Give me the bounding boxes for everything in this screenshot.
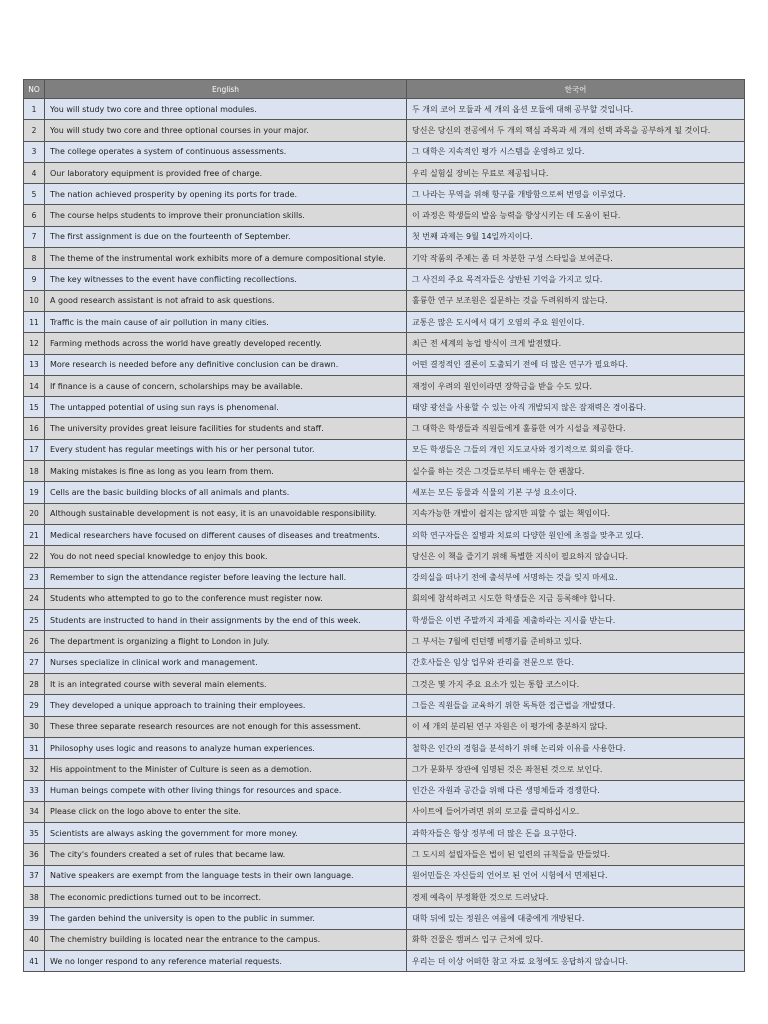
korean-sentence: 사이트에 들어가려면 위의 로고를 클릭하십시오.: [407, 801, 745, 822]
row-number: 30: [24, 716, 45, 737]
table-row: [24, 269, 745, 290]
english-sentence: The economic predictions turned out to be incorrect.: [45, 886, 407, 907]
row-number: 31: [24, 737, 45, 758]
table-row: [24, 184, 745, 205]
row-number: 37: [24, 865, 45, 886]
korean-sentence: 그 대학은 지속적인 평가 시스템을 운영하고 있다.: [407, 141, 745, 162]
row-number: 17: [24, 439, 45, 460]
row-number: 11: [24, 311, 45, 332]
row-number: 39: [24, 908, 45, 929]
table-row: [24, 524, 745, 545]
english-sentence: The nation achieved prosperity by opening its ports for trade.: [45, 184, 407, 205]
table-row: [24, 418, 745, 439]
row-number: 12: [24, 333, 45, 354]
table-row: [24, 354, 745, 375]
korean-sentence: 당신은 이 책을 즐기기 위해 특별한 지식이 필요하지 않습니다.: [407, 546, 745, 567]
row-number: 23: [24, 567, 45, 588]
korean-sentence: 그 대학은 학생들과 직원들에게 훌륭한 여가 시설을 제공한다.: [407, 418, 745, 439]
row-number: 14: [24, 375, 45, 396]
table-row: [24, 588, 745, 609]
english-sentence: Medical researchers have focused on different causes of diseases and treatments.: [45, 524, 407, 545]
row-number: 25: [24, 610, 45, 631]
table-row: [24, 482, 745, 503]
header-no: NO: [24, 80, 45, 99]
korean-sentence: 첫 번째 과제는 9월 14일까지이다.: [407, 226, 745, 247]
korean-sentence: 이 과정은 학생들의 발음 능력을 향상시키는 데 도움이 된다.: [407, 205, 745, 226]
korean-sentence: 실수를 하는 것은 그것들로부터 배우는 한 괜찮다.: [407, 461, 745, 482]
korean-sentence: 그 나라는 무역을 위해 항구를 개방함으로써 번영을 이루었다.: [407, 184, 745, 205]
row-number: 29: [24, 695, 45, 716]
korean-sentence: 회의에 참석하려고 시도한 학생들은 지금 등록해야 합니다.: [407, 588, 745, 609]
table-row: [24, 226, 745, 247]
english-sentence: You do not need special knowledge to enjoy this book.: [45, 546, 407, 567]
table-row: [24, 759, 745, 780]
row-number: 1: [24, 99, 45, 120]
korean-sentence: 훌륭한 연구 보조원은 질문하는 것을 두려워하지 않는다.: [407, 290, 745, 311]
korean-sentence: 강의실을 떠나기 전에 출석부에 서명하는 것을 잊지 마세요.: [407, 567, 745, 588]
row-number: 8: [24, 248, 45, 269]
sentence-table: [23, 79, 745, 972]
english-sentence: Scientists are always asking the government for more money.: [45, 823, 407, 844]
table-row: [24, 737, 745, 758]
table-row: [24, 503, 745, 524]
row-number: 7: [24, 226, 45, 247]
korean-sentence: 교통은 많은 도시에서 대기 오염의 주요 원인이다.: [407, 311, 745, 332]
table-row: [24, 567, 745, 588]
row-number: 36: [24, 844, 45, 865]
english-sentence: Nurses specialize in clinical work and management.: [45, 652, 407, 673]
korean-sentence: 의학 연구자들은 질병과 치료의 다양한 원인에 초점을 맞추고 있다.: [407, 524, 745, 545]
korean-sentence: 태양 광선을 사용할 수 있는 아직 개발되지 않은 잠재력은 경이롭다.: [407, 397, 745, 418]
korean-sentence: 그가 문화부 장관에 임명된 것은 좌천된 것으로 보인다.: [407, 759, 745, 780]
row-number: 33: [24, 780, 45, 801]
english-sentence: Every student has regular meetings with his or her personal tutor.: [45, 439, 407, 460]
korean-sentence: 학생들은 이번 주말까지 과제를 제출하라는 지시를 받는다.: [407, 610, 745, 631]
table-row: [24, 205, 745, 226]
table-row: [24, 865, 745, 886]
english-sentence: The course helps students to improve their pronunciation skills.: [45, 205, 407, 226]
table-row: [24, 823, 745, 844]
english-sentence: Philosophy uses logic and reasons to analyze human experiences.: [45, 737, 407, 758]
row-number: 24: [24, 588, 45, 609]
english-sentence: The garden behind the university is open to the public in summer.: [45, 908, 407, 929]
korean-sentence: 인간은 자원과 공간을 위해 다른 생명체들과 경쟁한다.: [407, 780, 745, 801]
english-sentence: Remember to sign the attendance register before leaving the lecture hall.: [45, 567, 407, 588]
table-row: [24, 801, 745, 822]
row-number: 20: [24, 503, 45, 524]
row-number: 35: [24, 823, 45, 844]
table-row: [24, 248, 745, 269]
table-row: [24, 674, 745, 695]
vocabulary-sheet: [23, 79, 744, 972]
english-sentence: These three separate research resources are not enough for this assessment.: [45, 716, 407, 737]
header-korean: 한국어: [407, 80, 745, 99]
row-number: 15: [24, 397, 45, 418]
korean-sentence: 화학 건물은 캠퍼스 입구 근처에 있다.: [407, 929, 745, 950]
table-row: [24, 929, 745, 950]
korean-sentence: 두 개의 코어 모듈과 세 개의 옵션 모듈에 대해 공부할 것입니다.: [407, 99, 745, 120]
english-sentence: The chemistry building is located near the entrance to the campus.: [45, 929, 407, 950]
english-sentence: We no longer respond to any reference material requests.: [45, 950, 407, 971]
korean-sentence: 대학 뒤에 있는 정원은 여름에 대중에게 개방된다.: [407, 908, 745, 929]
korean-sentence: 경제 예측이 부정확한 것으로 드러났다.: [407, 886, 745, 907]
row-number: 32: [24, 759, 45, 780]
english-sentence: It is an integrated course with several main elements.: [45, 674, 407, 695]
english-sentence: If finance is a cause of concern, scholarships may be available.: [45, 375, 407, 396]
korean-sentence: 어떤 결정적인 결론이 도출되기 전에 더 많은 연구가 필요하다.: [407, 354, 745, 375]
table-row: [24, 141, 745, 162]
korean-sentence: 모든 학생들은 그들의 개인 지도교사와 정기적으로 회의를 한다.: [407, 439, 745, 460]
row-number: 38: [24, 886, 45, 907]
table-row: [24, 716, 745, 737]
korean-sentence: 과학자들은 항상 정부에 더 많은 돈을 요구한다.: [407, 823, 745, 844]
english-sentence: Although sustainable development is not easy, it is an unavoidable responsibility.: [45, 503, 407, 524]
english-sentence: The untapped potential of using sun rays is phenomenal.: [45, 397, 407, 418]
table-row: [24, 908, 745, 929]
english-sentence: The university provides great leisure facilities for students and staff.: [45, 418, 407, 439]
table-row: [24, 290, 745, 311]
row-number: 34: [24, 801, 45, 822]
table-row: [24, 780, 745, 801]
korean-sentence: 이 세 개의 분리된 연구 자원은 이 평가에 충분하지 않다.: [407, 716, 745, 737]
row-number: 13: [24, 354, 45, 375]
english-sentence: A good research assistant is not afraid to ask questions.: [45, 290, 407, 311]
korean-sentence: 원어민들은 자신들의 언어로 된 언어 시험에서 면제된다.: [407, 865, 745, 886]
table-row: [24, 311, 745, 332]
row-number: 26: [24, 631, 45, 652]
english-sentence: His appointment to the Minister of Culture is seen as a demotion.: [45, 759, 407, 780]
english-sentence: More research is needed before any definitive conclusion can be drawn.: [45, 354, 407, 375]
table-row: [24, 162, 745, 183]
row-number: 2: [24, 120, 45, 141]
table-row: [24, 610, 745, 631]
row-number: 10: [24, 290, 45, 311]
korean-sentence: 지속가능한 개발이 쉽지는 않지만 피할 수 없는 책임이다.: [407, 503, 745, 524]
english-sentence: The first assignment is due on the fourteenth of September.: [45, 226, 407, 247]
row-number: 4: [24, 162, 45, 183]
row-number: 21: [24, 524, 45, 545]
korean-sentence: 그 도시의 설립자들은 법이 된 일련의 규칙들을 만들었다.: [407, 844, 745, 865]
korean-sentence: 우리는 더 이상 어떠한 참고 자료 요청에도 응답하지 않습니다.: [407, 950, 745, 971]
row-number: 3: [24, 141, 45, 162]
english-sentence: Students who attempted to go to the conference must register now.: [45, 588, 407, 609]
row-number: 40: [24, 929, 45, 950]
table-row: [24, 886, 745, 907]
table-row: [24, 99, 745, 120]
english-sentence: Please click on the logo above to enter the site.: [45, 801, 407, 822]
table-row: [24, 120, 745, 141]
row-number: 27: [24, 652, 45, 673]
row-number: 22: [24, 546, 45, 567]
korean-sentence: 그들은 직원들을 교육하기 위한 독특한 접근법을 개발했다.: [407, 695, 745, 716]
row-number: 5: [24, 184, 45, 205]
row-number: 28: [24, 674, 45, 695]
table-row: [24, 546, 745, 567]
english-sentence: Human beings compete with other living things for resources and space.: [45, 780, 407, 801]
table-row: [24, 844, 745, 865]
korean-sentence: 당신은 당신의 전공에서 두 개의 핵심 과목과 세 개의 선택 과목을 공부하게 될 것이다.: [407, 120, 745, 141]
english-sentence: The key witnesses to the event have conflicting recollections.: [45, 269, 407, 290]
row-number: 18: [24, 461, 45, 482]
row-number: 19: [24, 482, 45, 503]
korean-sentence: 철학은 인간의 경험을 분석하기 위해 논리와 이유를 사용한다.: [407, 737, 745, 758]
row-number: 6: [24, 205, 45, 226]
english-sentence: The college operates a system of continuous assessments.: [45, 141, 407, 162]
english-sentence: Making mistakes is fine as long as you learn from them.: [45, 461, 407, 482]
korean-sentence: 세포는 모든 동물과 식물의 기본 구성 요소이다.: [407, 482, 745, 503]
header-english: English: [45, 80, 407, 99]
table-body: [24, 99, 745, 972]
english-sentence: You will study two core and three optional courses in your major.: [45, 120, 407, 141]
table-row: [24, 695, 745, 716]
korean-sentence: 그것은 몇 가지 주요 요소가 있는 통합 코스이다.: [407, 674, 745, 695]
table-row: [24, 631, 745, 652]
korean-sentence: 최근 전 세계의 농업 방식이 크게 발전했다.: [407, 333, 745, 354]
table-row: [24, 333, 745, 354]
korean-sentence: 그 부서는 7월에 런던행 비행기를 준비하고 있다.: [407, 631, 745, 652]
row-number: 16: [24, 418, 45, 439]
english-sentence: The department is organizing a flight to London in July.: [45, 631, 407, 652]
english-sentence: The city's founders created a set of rules that became law.: [45, 844, 407, 865]
table-row: [24, 950, 745, 971]
table-row: [24, 652, 745, 673]
english-sentence: Native speakers are exempt from the language tests in their own language.: [45, 865, 407, 886]
english-sentence: Students are instructed to hand in their assignments by the end of this week.: [45, 610, 407, 631]
english-sentence: Cells are the basic building blocks of all animals and plants.: [45, 482, 407, 503]
english-sentence: You will study two core and three optional modules.: [45, 99, 407, 120]
table-row: [24, 397, 745, 418]
korean-sentence: 우리 실험실 장비는 무료로 제공됩니다.: [407, 162, 745, 183]
table-row: [24, 375, 745, 396]
english-sentence: The theme of the instrumental work exhibits more of a demure compositional style.: [45, 248, 407, 269]
korean-sentence: 간호사들은 임상 업무와 관리를 전문으로 한다.: [407, 652, 745, 673]
english-sentence: They developed a unique approach to training their employees.: [45, 695, 407, 716]
table-row: [24, 461, 745, 482]
korean-sentence: 그 사건의 주요 목격자들은 상반된 기억을 가지고 있다.: [407, 269, 745, 290]
english-sentence: Traffic is the main cause of air pollution in many cities.: [45, 311, 407, 332]
table-row: [24, 439, 745, 460]
row-number: 9: [24, 269, 45, 290]
korean-sentence: 기악 작품의 주제는 좀 더 차분한 구성 스타일을 보여준다.: [407, 248, 745, 269]
korean-sentence: 재정이 우려의 원인이라면 장학금을 받을 수도 있다.: [407, 375, 745, 396]
row-number: 41: [24, 950, 45, 971]
english-sentence: Our laboratory equipment is provided free of charge.: [45, 162, 407, 183]
table-header-row: [24, 80, 745, 99]
english-sentence: Farming methods across the world have greatly developed recently.: [45, 333, 407, 354]
